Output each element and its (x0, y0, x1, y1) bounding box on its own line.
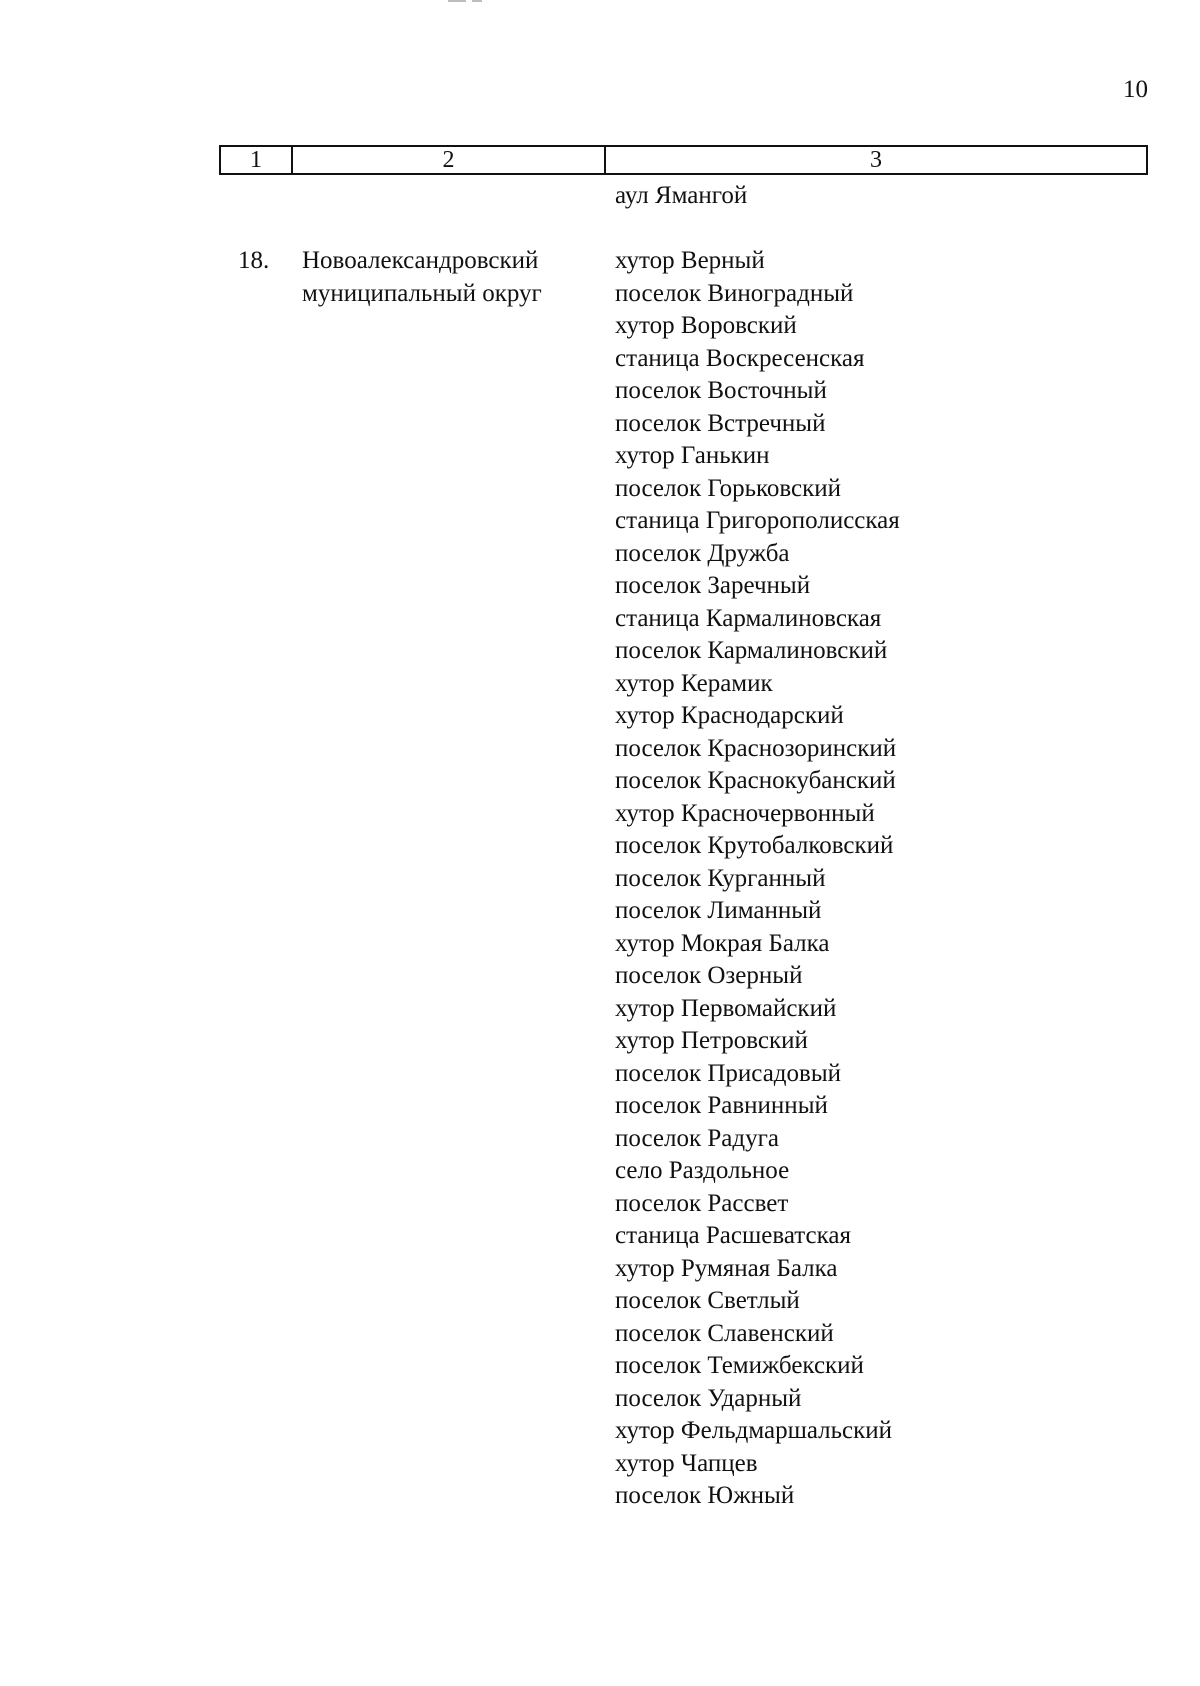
settlement-item: поселок Славенский (615, 1319, 834, 1347)
settlement-item: хутор Ганькин (615, 442, 770, 469)
settlement-item: поселок Ударный (615, 1384, 802, 1412)
settlement-item: поселок Дружба (615, 539, 790, 567)
settlement-item: хутор Верный (615, 247, 765, 274)
settlement-item: поселок Крутобалковский (615, 832, 894, 859)
settlement-item: поселок Курганный (615, 864, 826, 892)
district-line: Новоалександровский (302, 247, 539, 274)
settlement-item: поселок Краснокубанский (615, 767, 896, 794)
settlement-item: хутор Фельдмаршальский (615, 1417, 893, 1444)
settlement-item: село Раздольное (615, 1157, 790, 1184)
settlement-item: хутор Красночервонный (615, 799, 875, 827)
settlement-item: станица Кармалиновская (615, 604, 882, 632)
settlement-item: хутор Петровский (615, 1027, 808, 1054)
header-cell-3: 3 (870, 146, 882, 173)
settlement-item: поселок Краснозоринский (615, 734, 897, 762)
settlement-item: поселок Лиманный (615, 897, 822, 924)
settlement-item: поселок Темижбекский (615, 1352, 864, 1379)
settlement-item: поселок Равнинный (615, 1092, 828, 1119)
settlement-item: станица Расшеватская (615, 1222, 851, 1249)
district-name (302, 245, 542, 310)
header-cell-1: 1 (221, 147, 293, 173)
settlement-item: станица Воскресенская (615, 344, 865, 372)
scan-artifact (472, 0, 482, 2)
settlement-item: поселок Кармалиновский (615, 637, 888, 664)
settlement-item: хутор Румяная Балка (615, 1254, 838, 1282)
settlement-item: хутор Керамик (615, 669, 773, 697)
settlement-item: хутор Воровский (615, 312, 797, 339)
settlement-list (615, 245, 900, 1513)
settlement-item: поселок Горьковский (615, 474, 842, 502)
settlement-item: поселок Южный (615, 1482, 795, 1509)
settlement-item: хутор Краснодарский (615, 702, 844, 729)
district-line: муниципальный округ (302, 279, 542, 307)
settlement-item: поселок Рассвет (615, 1189, 789, 1217)
settlement-item: поселок Восточный (615, 377, 827, 404)
settlement-item: хутор Мокрая Балка (615, 929, 830, 957)
settlement-item: хутор Первомайский (615, 994, 837, 1022)
scan-artifact (448, 0, 466, 2)
continued-settlement: аул Ямангой (615, 182, 748, 209)
settlement-item: поселок Заречный (615, 572, 811, 599)
settlement-item: поселок Виноградный (615, 279, 854, 307)
settlement-item: поселок Присадовый (615, 1059, 842, 1087)
settlement-item: поселок Встречный (615, 409, 826, 437)
page-number: 10 (1123, 76, 1148, 103)
table-header-row (219, 145, 1148, 175)
settlement-item: поселок Светлый (615, 1287, 800, 1314)
settlement-item: хутор Чапцев (615, 1449, 758, 1477)
row-number: 18. (238, 247, 270, 274)
settlement-item: поселок Озерный (615, 962, 803, 989)
settlement-item: станица Григорополисская (615, 507, 900, 534)
settlement-item: поселок Радуга (615, 1124, 779, 1152)
header-cell-2: 2 (293, 147, 606, 173)
